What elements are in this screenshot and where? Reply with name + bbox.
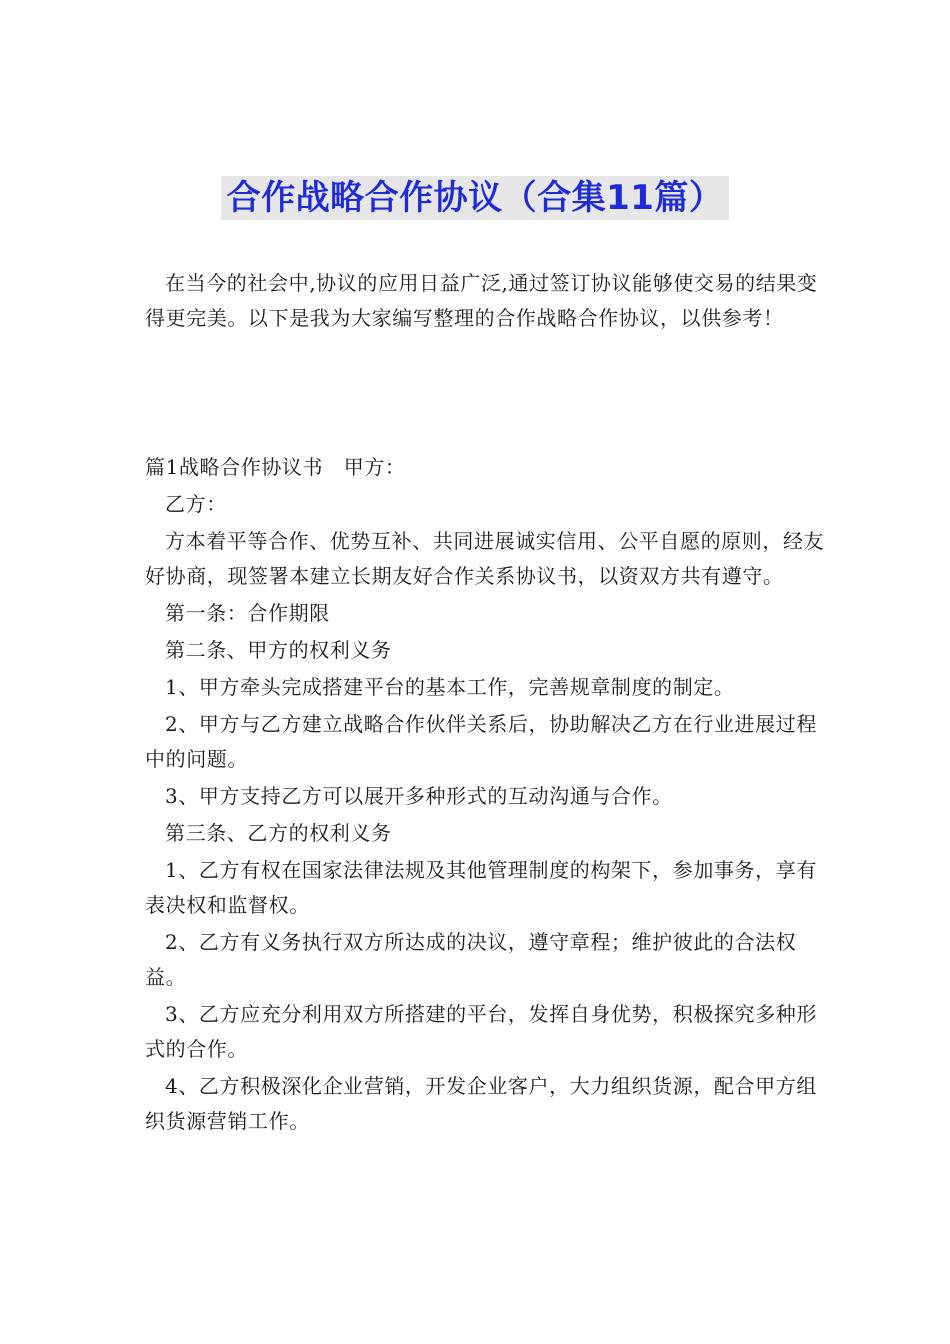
document-title: 合作战略合作协议（合集11篇） xyxy=(221,176,730,220)
preamble-paragraph: 方本着平等合作、优势互补、共同进展诚实信用、公平自愿的原则，经友好协商，现签署本建立长期友好合作关系协议书，以资双方共有遵守。 xyxy=(145,529,825,588)
article-3-item-1: 1、乙方有权在国家法律法规及其他管理制度的构架下，参加事务，享有表决权和监督权。 xyxy=(145,858,817,917)
intro-paragraph: 在当今的社会中,协议的应用日益广泛,通过签订协议能够使交易的结果变得更完美。以下是我为大家编写整理的合作战略合作协议，以供参考！ xyxy=(145,271,818,330)
article-3-item-3: 3、乙方应充分利用双方所搭建的平台，发挥自身优势，积极探究多种形式的合作。 xyxy=(145,1002,817,1061)
section-1 xyxy=(145,450,825,1141)
article-2-heading: 第二条、甲方的权利义务 xyxy=(165,638,392,662)
party-b-line: 乙方： xyxy=(165,492,227,516)
article-2-item-1: 1、甲方牵头完成搭建平台的基本工作，完善规章制度的制定。 xyxy=(165,675,735,699)
article-1-heading: 第一条：合作期限 xyxy=(165,601,330,625)
article-3-item-4: 4、乙方积极深化企业营销，开发企业客户，大力组织货源，配合甲方组织货源营销工作。 xyxy=(145,1074,817,1133)
article-3-heading: 第三条、乙方的权利义务 xyxy=(165,821,392,845)
title-container xyxy=(0,176,950,220)
article-2-item-2: 2、甲方与乙方建立战略合作伙伴关系后，协助解决乙方在行业进展过程中的问题。 xyxy=(145,712,817,771)
intro-block xyxy=(145,266,825,336)
section-heading: 篇1战略合作协议书 甲方： xyxy=(145,455,406,479)
article-3-item-2: 2、乙方有义务执行双方所达成的决议，遵守章程；维护彼此的合法权益。 xyxy=(145,930,797,989)
article-2-item-3: 3、甲方支持乙方可以展开多种形式的互动沟通与合作。 xyxy=(165,784,673,808)
